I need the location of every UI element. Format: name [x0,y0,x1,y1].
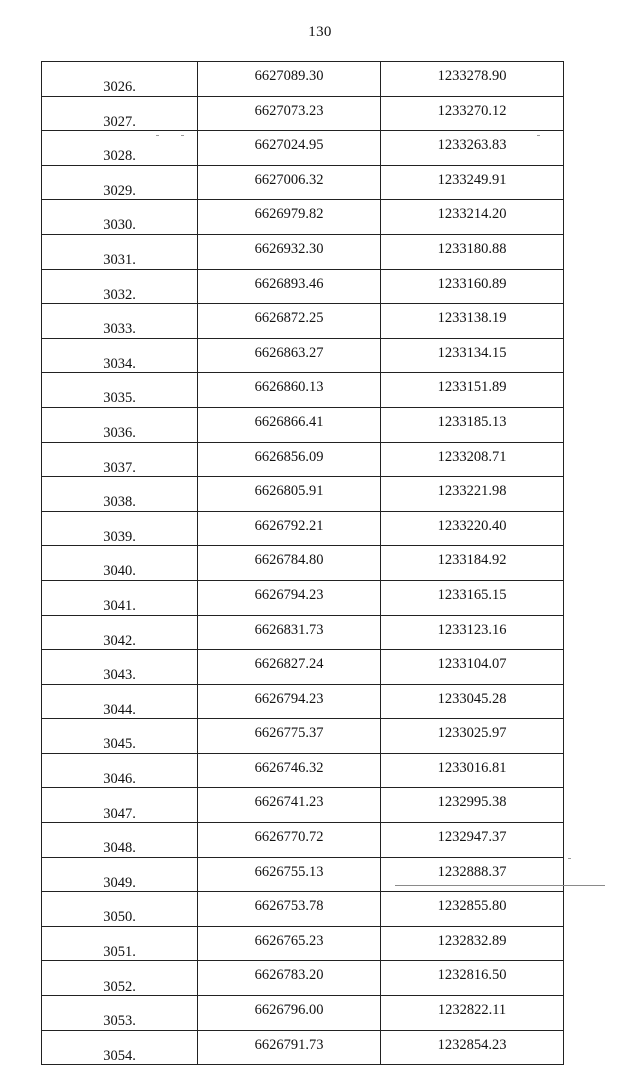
table-row [42,477,564,512]
row-number-cell: 3031. [42,234,198,269]
scan-speck [537,135,540,136]
row-number-cell: 3048. [42,823,198,858]
x-coordinate-cell: 6626860.13 [198,373,381,408]
table-row [42,892,564,927]
table-row [42,926,564,961]
y-coordinate-cell: 1232888.37 [381,857,564,892]
table-row [42,62,564,97]
row-number-cell: 3028. [42,131,198,166]
y-coordinate-cell: 1232854.23 [381,1030,564,1065]
x-coordinate-cell: 6627073.23 [198,96,381,131]
table-row [42,961,564,996]
y-coordinate-cell: 1232822.11 [381,996,564,1031]
row-number-cell: 3034. [42,338,198,373]
x-coordinate-cell: 6626866.41 [198,407,381,442]
y-coordinate-cell: 1233123.16 [381,615,564,650]
table-row [42,857,564,892]
row-number-cell: 3045. [42,719,198,754]
row-number-cell: 3054. [42,1030,198,1065]
row-number-cell: 3036. [42,407,198,442]
scan-speck [156,135,159,136]
y-coordinate-cell: 1232832.89 [381,926,564,961]
x-coordinate-cell: 6626979.82 [198,200,381,235]
row-number-cell: 3037. [42,442,198,477]
row-number-cell: 3053. [42,996,198,1031]
table-row [42,131,564,166]
row-number-cell: 3041. [42,580,198,615]
table-row [42,580,564,615]
y-coordinate-cell: 1233208.71 [381,442,564,477]
table-row [42,234,564,269]
y-coordinate-cell: 1233160.89 [381,269,564,304]
y-coordinate-cell: 1233016.81 [381,753,564,788]
y-coordinate-cell: 1233184.92 [381,546,564,581]
x-coordinate-cell: 6626794.23 [198,684,381,719]
y-coordinate-cell: 1233278.90 [381,62,564,97]
x-coordinate-cell: 6626831.73 [198,615,381,650]
y-coordinate-cell: 1233180.88 [381,234,564,269]
row-number-cell: 3038. [42,477,198,512]
x-coordinate-cell: 6626872.25 [198,304,381,339]
table-row [42,200,564,235]
row-number-cell: 3027. [42,96,198,131]
y-coordinate-cell: 1232816.50 [381,961,564,996]
y-coordinate-cell: 1233025.97 [381,719,564,754]
y-coordinate-cell: 1233165.15 [381,580,564,615]
table-row [42,96,564,131]
y-coordinate-cell: 1233270.12 [381,96,564,131]
x-coordinate-cell: 6626765.23 [198,926,381,961]
table-row [42,442,564,477]
table-row [42,407,564,442]
table-row [42,304,564,339]
row-number-cell: 3029. [42,165,198,200]
row-number-cell: 3052. [42,961,198,996]
x-coordinate-cell: 6627089.30 [198,62,381,97]
x-coordinate-cell: 6626794.23 [198,580,381,615]
x-coordinate-cell: 6627006.32 [198,165,381,200]
row-number-cell: 3046. [42,753,198,788]
x-coordinate-cell: 6626827.24 [198,650,381,685]
x-coordinate-cell: 6627024.95 [198,131,381,166]
scan-speck [568,858,571,859]
x-coordinate-cell: 6626856.09 [198,442,381,477]
x-coordinate-cell: 6626746.32 [198,753,381,788]
x-coordinate-cell: 6626741.23 [198,788,381,823]
table-row [42,338,564,373]
row-number-cell: 3049. [42,857,198,892]
x-coordinate-cell: 6626753.78 [198,892,381,927]
y-coordinate-cell: 1233134.15 [381,338,564,373]
table-row [42,684,564,719]
row-number-cell: 3030. [42,200,198,235]
x-coordinate-cell: 6626893.46 [198,269,381,304]
x-coordinate-cell: 6626791.73 [198,1030,381,1065]
x-coordinate-cell: 6626792.21 [198,511,381,546]
y-coordinate-cell: 1233104.07 [381,650,564,685]
y-coordinate-cell: 1233185.13 [381,407,564,442]
row-number-cell: 3047. [42,788,198,823]
y-coordinate-cell: 1233151.89 [381,373,564,408]
table-row [42,719,564,754]
table-row [42,269,564,304]
coordinates-table [41,61,564,1065]
page-number: 130 [308,24,332,40]
y-coordinate-cell: 1233263.83 [381,131,564,166]
x-coordinate-cell: 6626784.80 [198,546,381,581]
x-coordinate-cell: 6626932.30 [198,234,381,269]
y-coordinate-cell: 1233221.98 [381,477,564,512]
footer-rule [395,885,605,886]
table-row [42,650,564,685]
table-row [42,753,564,788]
row-number-cell: 3035. [42,373,198,408]
table-row [42,511,564,546]
row-number-cell: 3032. [42,269,198,304]
y-coordinate-cell: 1233249.91 [381,165,564,200]
row-number-cell: 3040. [42,546,198,581]
table-row [42,373,564,408]
y-coordinate-cell: 1232855.80 [381,892,564,927]
x-coordinate-cell: 6626755.13 [198,857,381,892]
x-coordinate-cell: 6626796.00 [198,996,381,1031]
table-row [42,615,564,650]
scan-speck [181,135,184,136]
y-coordinate-cell: 1233220.40 [381,511,564,546]
table-row [42,546,564,581]
x-coordinate-cell: 6626863.27 [198,338,381,373]
coordinates-table-body [42,62,564,1065]
row-number-cell: 3043. [42,650,198,685]
y-coordinate-cell: 1232995.38 [381,788,564,823]
row-number-cell: 3044. [42,684,198,719]
table-row [42,165,564,200]
row-number-cell: 3050. [42,892,198,927]
x-coordinate-cell: 6626775.37 [198,719,381,754]
x-coordinate-cell: 6626783.20 [198,961,381,996]
table-row [42,788,564,823]
row-number-cell: 3042. [42,615,198,650]
row-number-cell: 3051. [42,926,198,961]
y-coordinate-cell: 1232947.37 [381,823,564,858]
table-row [42,823,564,858]
row-number-cell: 3026. [42,62,198,97]
x-coordinate-cell: 6626805.91 [198,477,381,512]
table-row [42,996,564,1031]
row-number-cell: 3039. [42,511,198,546]
y-coordinate-cell: 1233214.20 [381,200,564,235]
x-coordinate-cell: 6626770.72 [198,823,381,858]
y-coordinate-cell: 1233045.28 [381,684,564,719]
table-row [42,1030,564,1065]
y-coordinate-cell: 1233138.19 [381,304,564,339]
row-number-cell: 3033. [42,304,198,339]
